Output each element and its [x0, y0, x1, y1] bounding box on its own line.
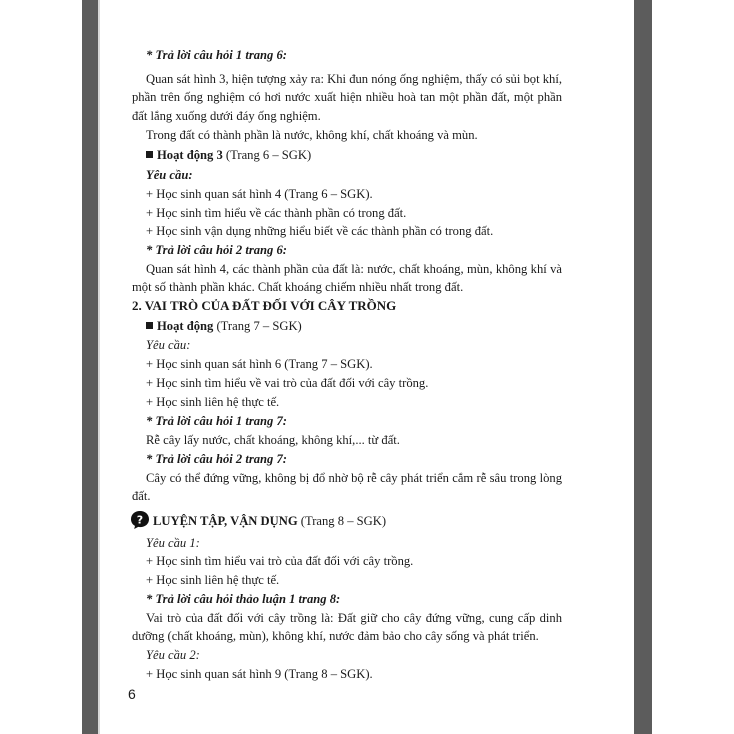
list-item: + Học sinh liên hệ thực tế.	[146, 573, 280, 587]
square-bullet-icon	[146, 322, 153, 329]
right-margin-bar	[634, 0, 652, 734]
activity-heading	[146, 317, 302, 335]
requirement-label: Yêu cầu 1:	[146, 536, 200, 550]
requirement-label: Yêu cầu:	[146, 338, 191, 352]
list-item: + Học sinh tìm hiểu về vai trò của đất đối với cây trồng.	[146, 376, 429, 390]
question-bubble-icon	[130, 510, 150, 530]
practice-label: LUYỆN TẬP, VẬN DỤNG	[153, 514, 298, 528]
paragraph-text: Quan sát hình 3, hiện tượng xảy ra: Khi đun nóng ống nghiệm, thấy có sủi bọt khí, phần trên ống nghiệm có hơi nước xuất hiện nhiều hoà tan một phần đất, một phần đất lắng xuống dưới đáy ống nghiệm.	[132, 72, 562, 123]
square-bullet-icon	[146, 151, 153, 158]
paragraph	[132, 70, 562, 125]
section-heading: 2. VAI TRÒ CỦA ĐẤT ĐỐI VỚI CÂY TRỒNG	[132, 298, 397, 313]
list-item: + Học sinh liên hệ thực tế.	[146, 395, 280, 409]
question-title: * Trả lời câu hỏi 1 trang 6:	[146, 48, 287, 62]
list-item: + Học sinh tìm hiểu về các thành phần có trong đất.	[146, 206, 407, 220]
page-number: 6	[128, 686, 136, 702]
activity-label: Hoạt động 3	[157, 148, 223, 162]
svg-text:?: ?	[136, 513, 144, 527]
paragraph	[132, 609, 562, 646]
paragraph-text: Vai trò của đất đối với cây trồng là: Đất giữ cho cây đứng vững, cung cấp dinh dưỡng (chất khoáng, mùn), không khí, nước đảm bảo cho cây sống và phát triển.	[132, 611, 562, 644]
activity-label: Hoạt động	[157, 319, 214, 333]
requirement-label: Yêu cầu 2:	[146, 648, 200, 662]
practice-heading	[153, 512, 386, 530]
activity-heading	[146, 146, 311, 164]
paragraph-text: Quan sát hình 4, các thành phần của đất là: nước, chất khoáng, mùn, không khí và một số thành phần khác. Chất khoáng chiếm nhiều nhất trong đất.	[132, 262, 562, 295]
requirement-label: Yêu cầu:	[146, 168, 193, 182]
list-item: + Học sinh vận dụng những hiểu biết về các thành phần có trong đất.	[146, 224, 494, 238]
paragraph	[132, 260, 562, 297]
list-item: + Học sinh quan sát hình 9 (Trang 8 – SGK).	[146, 667, 373, 681]
question-title: * Trả lời câu hỏi thảo luận 1 trang 8:	[146, 592, 341, 606]
paragraph	[132, 469, 562, 506]
list-item: + Học sinh tìm hiểu vai trò của đất đối với cây trồng.	[146, 554, 414, 568]
activity-ref: (Trang 7 – SGK)	[213, 319, 302, 333]
paragraph: Rễ cây lấy nước, chất khoáng, không khí,... từ đất.	[146, 433, 400, 447]
list-item: + Học sinh quan sát hình 4 (Trang 6 – SGK).	[146, 187, 373, 201]
question-title: * Trả lời câu hỏi 1 trang 7:	[146, 414, 287, 428]
paragraph: Trong đất có thành phần là nước, không khí, chất khoáng và mùn.	[146, 128, 478, 142]
question-title: * Trả lời câu hỏi 2 trang 6:	[146, 243, 287, 257]
practice-ref: (Trang 8 – SGK)	[297, 514, 387, 528]
question-title: * Trả lời câu hỏi 2 trang 7:	[146, 452, 287, 466]
activity-ref: (Trang 6 – SGK)	[222, 148, 312, 162]
list-item: + Học sinh quan sát hình 6 (Trang 7 – SGK).	[146, 357, 373, 371]
paragraph-text: Cây có thể đứng vững, không bị đổ nhờ bộ rễ cây phát triển cắm rễ sâu trong lòng đất.	[132, 471, 562, 504]
left-margin-bar	[82, 0, 100, 734]
